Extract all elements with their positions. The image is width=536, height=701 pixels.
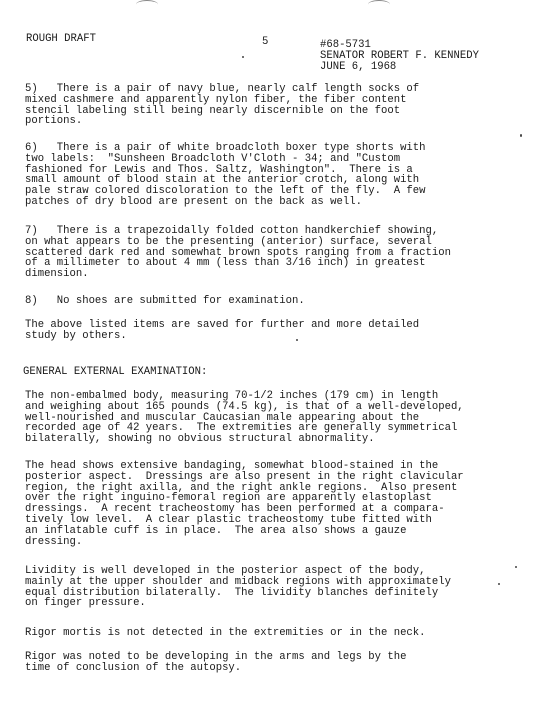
text-line: of a millimeter to about 4 mm (less than 3/16 inch) in greatest: [25, 257, 426, 270]
rigor-developing-paragraph: [25, 652, 530, 674]
text-line: mainly at the upper shoulder and midback regions with approximately: [25, 575, 451, 588]
item-5-paragraph: [25, 84, 530, 127]
page-number: 5: [262, 36, 269, 48]
text-line: study by others.: [25, 329, 127, 342]
text-line: dressings. A recent tracheostomy has been performed at a compara-: [25, 503, 445, 516]
item-6-paragraph: [25, 143, 530, 208]
scan-speck: [515, 566, 517, 568]
text-line: equal distribution bilaterally. The lividity blanches definitely: [25, 586, 439, 599]
text-line: dimension.: [25, 268, 89, 281]
text-line: 7) There is a trapezoidally folded cotton handkerchief showing,: [25, 225, 439, 237]
rigor-mortis-paragraph: [25, 628, 530, 639]
text-line: region, the right axilla, and the right ankle regions. Also present: [25, 481, 458, 494]
text-line: 5) There is a pair of navy blue, nearly calf length socks of: [25, 83, 420, 95]
text-line: fashioned for Lewis and Thos. Saltz, Washington". There is a: [25, 163, 413, 176]
draft-label: ROUGH DRAFT: [26, 33, 96, 45]
scan-mark-left: [136, 0, 158, 9]
text-line: an inflatable cuff is in place. The area also shows a gauze: [25, 524, 407, 537]
text-line: over the right inguino-femoral region are apparently elastoplast: [25, 492, 432, 505]
text-line: and weighing about 165 pounds (74.5 kg), is that of a well-developed,: [25, 400, 464, 413]
text-line: Lividity is well developed in the posterior aspect of the body,: [25, 565, 426, 577]
text-line: posterior aspect. Dressings are also present in the right clavicular: [25, 470, 464, 483]
subject-name: SENATOR ROBERT F. KENNEDY: [320, 50, 479, 62]
text-line: scattered dark red and somewhat brown spots ranging from a fraction: [25, 246, 451, 259]
head-dressings-paragraph: [25, 461, 530, 547]
text-line: two labels: "Sunsheen Broadcloth V'Cloth - 34; and "Custom: [25, 152, 401, 165]
text-line: well-nourished and muscular Caucasian male appearing about the: [25, 411, 420, 424]
item-7-paragraph: [25, 226, 530, 280]
text-line: pale straw colored discoloration to the left of the fly. A few: [25, 185, 426, 198]
text-line: 6) There is a pair of white broadcloth boxer type shorts with: [25, 142, 426, 154]
text-line: bilaterally, showing no obvious structural abnormality.: [25, 433, 375, 446]
scan-mark-right: [368, 0, 390, 9]
text-line: portions.: [25, 115, 83, 128]
text-line: on what appears to be the presenting (anterior) surface, several: [25, 235, 432, 248]
text-line: stencil labeling still being nearly discernible on the foot: [25, 104, 401, 117]
text-line: Rigor mortis is not detected in the extremities or in the neck.: [25, 627, 426, 639]
case-header: [320, 40, 479, 73]
scan-speck: [498, 583, 500, 585]
text-line: mixed cashmere and apparently nylon fiber, the fiber content: [25, 93, 407, 106]
text-line: 8) No shoes are submitted for examination.: [25, 295, 305, 307]
body-measurements-paragraph: [25, 391, 530, 445]
text-line: time of conclusion of the autopsy.: [25, 661, 242, 674]
scan-speck: [296, 339, 298, 341]
text-line: on finger pressure.: [25, 597, 146, 610]
text-line: Rigor was noted to be developing in the arms and legs by the: [25, 651, 407, 663]
scan-speck: [520, 134, 522, 137]
text-line: The head shows extensive bandaging, somewhat blood-stained in the: [25, 460, 439, 472]
case-number: #68-5731: [320, 39, 371, 51]
report-date: JUNE 6, 1968: [320, 61, 397, 73]
text-line: patches of dry blood are present on the back as well.: [25, 195, 362, 208]
text-line: The above listed items are saved for further and more detailed: [25, 319, 420, 331]
text-line: recorded age of 42 years. The extremities are generally symmetrical: [25, 422, 458, 435]
text-line: tively low level. A clear plastic tracheostomy tube fitted with: [25, 513, 432, 526]
text-line: The non-embalmed body, measuring 70-1/2 inches (179 cm) in length: [25, 390, 439, 402]
section-heading: GENERAL EXTERNAL EXAMINATION:: [23, 366, 208, 378]
saved-items-note: [25, 320, 530, 342]
item-8-paragraph: [25, 296, 530, 307]
scan-speck: [242, 56, 244, 58]
text-line: small amount of blood stain at the anterior crotch, along with: [25, 174, 420, 187]
text-line: dressing.: [25, 535, 83, 548]
lividity-paragraph: [25, 566, 530, 609]
